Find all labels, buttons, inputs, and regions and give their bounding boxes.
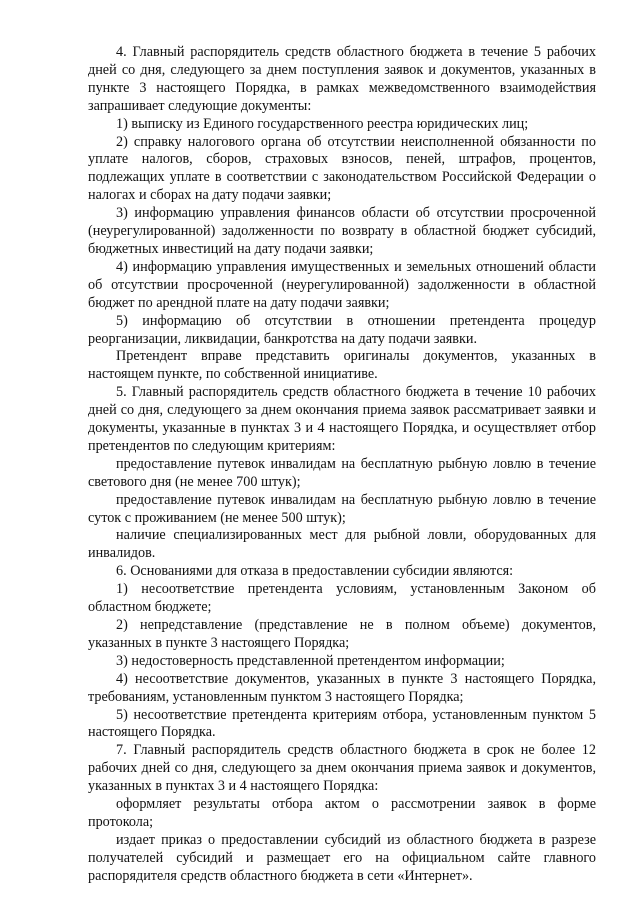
paragraph-item-5: 5. Главный распорядитель средств областного бюджета в течение 10 рабочих дней со дня, следующего за днем окончания приема заявок рассматривает заявки и документы, указанные в пунктах 3 и 4 настоящего Порядка, и осуществляет отбор претендентов по следующим критериям: bbox=[88, 384, 596, 454]
paragraph-refusal-5: 5) несоответствие претендента критериям отбора, установленным пунктом 5 настоящего Порядка. bbox=[88, 706, 596, 741]
paragraph-refusal-2: 2) непредставление (представление не в полном объеме) документов, указанных в пункте 3 настоящего Порядка; bbox=[88, 617, 596, 651]
paragraph-protocol: оформляет результаты отбора актом о рассмотрении заявок в форме протокола; bbox=[88, 796, 596, 830]
paragraph-subitem-1: 1) выписку из Единого государственного реестра юридических лиц; bbox=[116, 115, 529, 132]
paragraph-criterion-overnight: предоставление путевок инвалидам на бесплатную рыбную ловлю в течение суток с проживанием (не менее 500 штук); bbox=[88, 491, 596, 526]
paragraph-subitem-2: 2) справку налогового органа об отсутствии неисполненной обязанности по уплате налогов, сборов, страховых взносов, пеней, штрафов, процентов, подлежащих уплате в соответствии с законодательством Российской Федерации о налогах и сборах на дату подачи заявки; bbox=[88, 133, 596, 204]
paragraph-item-4: 4. Главный распорядитель средств областного бюджета в течение 5 рабочих дней со дня, следующего за днем поступления заявок и документов, указанных в пункте 3 настоящего Порядка, в рамках межведомственного взаимодействия запрашивает следующие документы: bbox=[88, 44, 596, 114]
paragraph-refusal-3: 3) недостоверность представленной претендентом информации; bbox=[116, 652, 505, 669]
document-page bbox=[88, 44, 596, 886]
paragraph-subitem-4: 4) информацию управления имущественных и земельных отношений области об отсутствии просроченной (неурегулированной) задолженности в областной бюджет по арендной плате на дату подачи заявки; bbox=[88, 258, 596, 311]
paragraph-applicant-right: Претендент вправе представить оригиналы документов, указанных в настоящем пункте, по собственной инициативе. bbox=[88, 348, 596, 383]
paragraph-criterion-daylight: предоставление путевок инвалидам на бесплатную рыбную ловлю в течение светового дня (не менее 700 штук); bbox=[88, 455, 596, 490]
paragraph-refusal-1: 1) несоответствие претендента условиям, установленным Законом об областном бюджете; bbox=[88, 581, 596, 616]
paragraph-item-6: 6. Основаниями для отказа в предоставлении субсидии являются: bbox=[116, 563, 514, 580]
paragraph-subitem-3: 3) информацию управления финансов области об отсутствии просроченной (неурегулированной) задолженности по возврату в областной бюджет субсидий, бюджетных инвестиций на дату подачи заявки; bbox=[88, 205, 596, 257]
paragraph-refusal-4: 4) несоответствие документов, указанных в пункте 3 настоящего Порядка, требованиям, установленным пунктом 3 настоящего Порядка; bbox=[88, 670, 596, 705]
paragraph-item-7: 7. Главный распорядитель средств областного бюджета в срок не более 12 рабочих дней со дня, следующего за днем окончания приема заявок и документов, указанных в пунктах 3 и 4 настоящего Порядка: bbox=[88, 742, 596, 795]
paragraph-subitem-5: 5) информацию об отсутствии в отношении претендента процедур реорганизации, ликвидации, банкротства на дату подачи заявки. bbox=[88, 312, 596, 347]
paragraph-criterion-places: наличие специализированных мест для рыбной ловли, оборудованных для инвалидов. bbox=[88, 527, 596, 562]
paragraph-order: издает приказ о предоставлении субсидий из областного бюджета в разрезе получателей субсидий и размещает его на официальном сайте главного распорядителя средств областного бюджета в сети «Интернет». bbox=[88, 831, 596, 884]
